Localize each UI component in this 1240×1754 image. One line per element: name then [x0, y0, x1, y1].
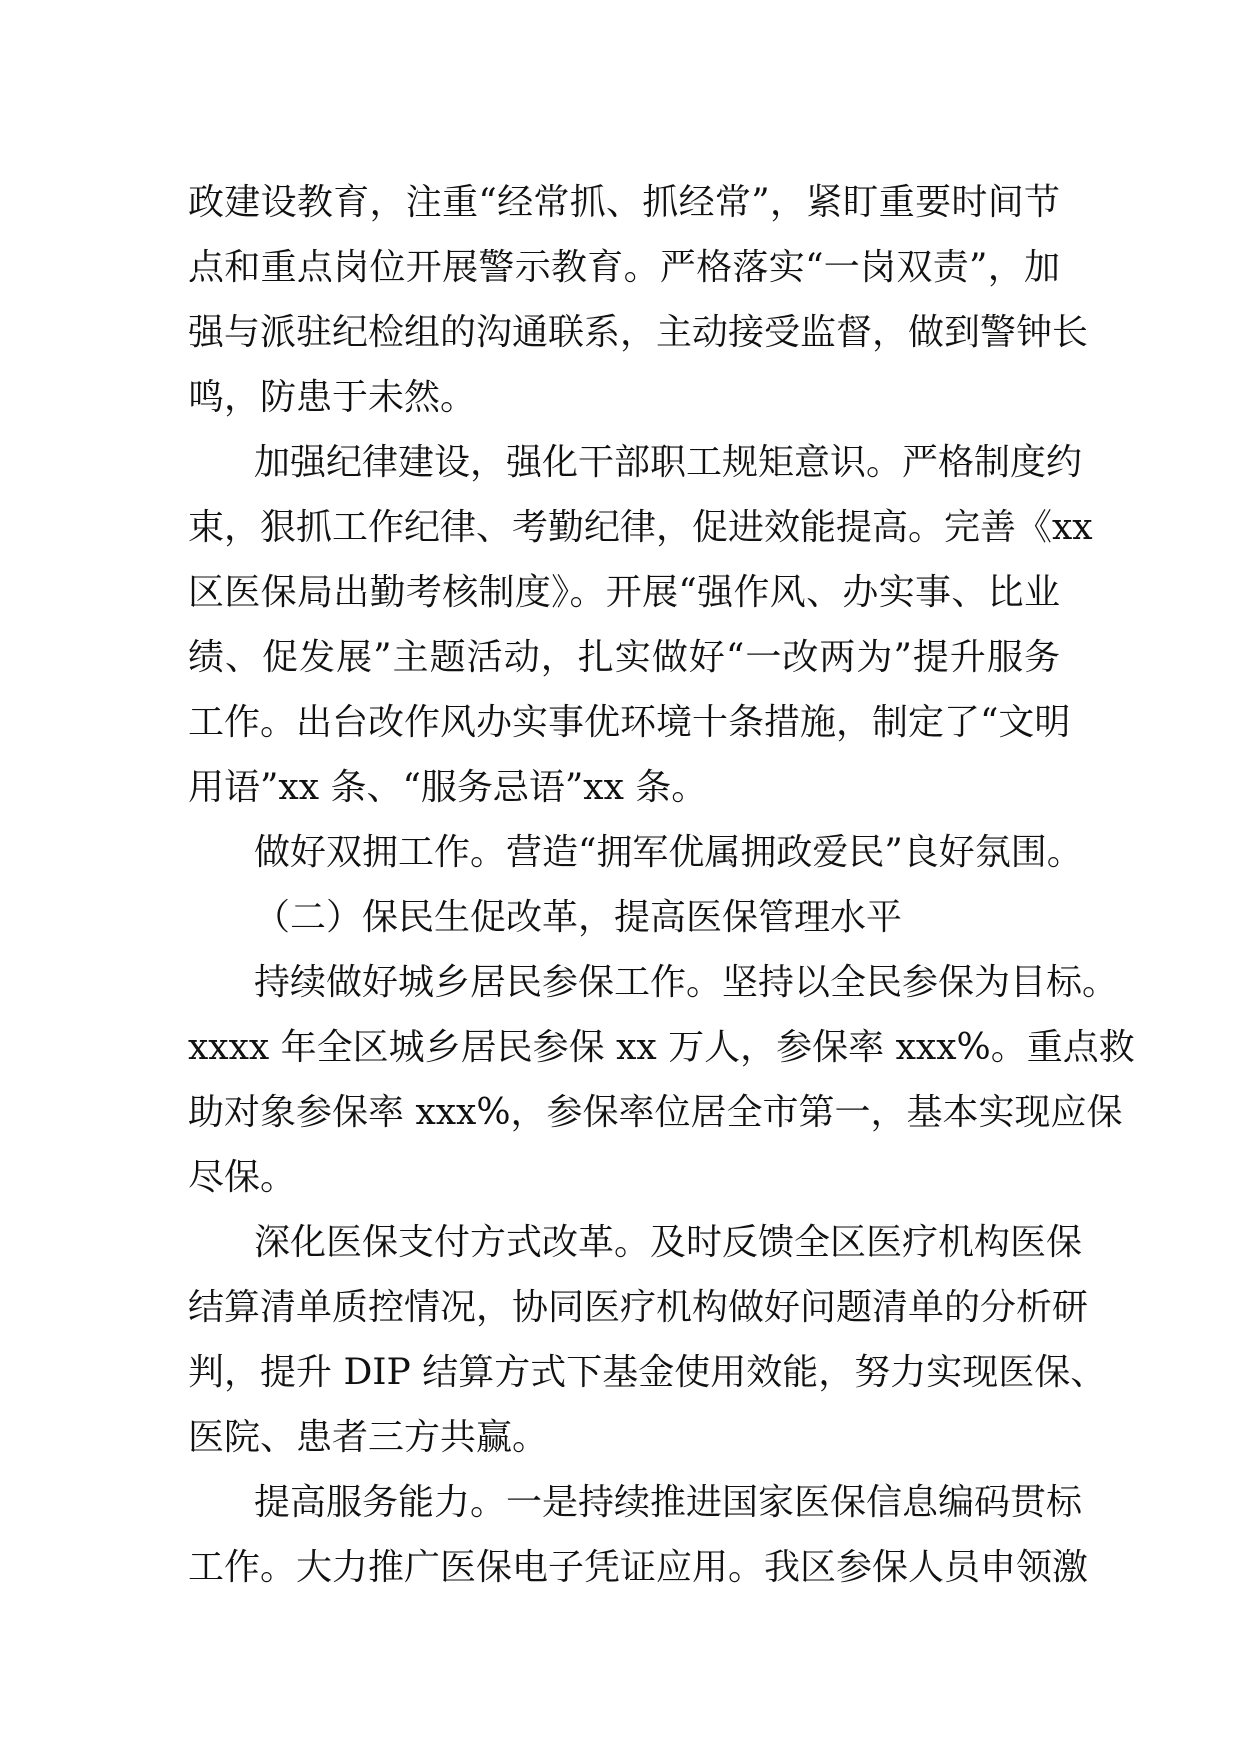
- text-line: 深化医保支付方式改革。及时反馈全区医疗机构医保: [254, 1222, 1083, 1263]
- text-line: 尽保。: [188, 1157, 297, 1198]
- text-line: 工作。大力推广医保电子凭证应用。我区参保人员申领激: [188, 1547, 1089, 1588]
- text-line: 医院、患者三方共赢。: [188, 1417, 549, 1458]
- text-line: 用语”xx 条、“服务忌语”xx 条。: [188, 767, 708, 808]
- text-line: 结算清单质控情况，协同医疗机构做好问题清单的分析研: [188, 1287, 1089, 1328]
- text-line: 点和重点岗位开展警示教育。严格落实“一岗双责”，加: [188, 247, 1060, 288]
- text-line: 强与派驻纪检组的沟通联系，主动接受监督，做到警钟长: [188, 312, 1089, 353]
- text-line: xxxx 年全区城乡居民参保 xx 万人，参保率 xxx%。重点救: [188, 1027, 1135, 1068]
- text-line: 做好双拥工作。营造“拥军优属拥政爱民”良好氛围。: [254, 832, 1083, 873]
- text-line: 绩、促发展”主题活动，扎实做好“一改两为”提升服务: [188, 637, 1060, 678]
- text-line: 判，提升 DIP 结算方式下基金使用效能，努力实现医保、: [188, 1352, 1107, 1393]
- text-line: 持续做好城乡居民参保工作。坚持以全民参保为目标。: [254, 962, 1119, 1003]
- text-line: 加强纪律建设，强化干部职工规矩意识。严格制度约: [254, 442, 1083, 483]
- text-line: 提高服务能力。一是持续推进国家医保信息编码贯标: [254, 1482, 1083, 1523]
- text-line: 束，狠抓工作纪律、考勤纪律，促进效能提高。完善《xx: [188, 507, 1093, 548]
- text-line: 政建设教育，注重“经常抓、抓经常”，紧盯重要时间节: [188, 182, 1060, 223]
- text-line: 工作。出台改作风办实事优环境十条措施，制定了“文明: [188, 702, 1071, 743]
- document-body: [188, 170, 1135, 1600]
- text-line: 区医保局出勤考核制度》。开展“强作风、办实事、比业: [188, 572, 1060, 613]
- section-heading: （二）保民生促改革，提高医保管理水平: [254, 897, 903, 938]
- text-line: 助对象参保率 xxx%，参保率位居全市第一，基本实现应保: [188, 1092, 1123, 1133]
- text-line: 鸣，防患于未然。: [188, 377, 477, 418]
